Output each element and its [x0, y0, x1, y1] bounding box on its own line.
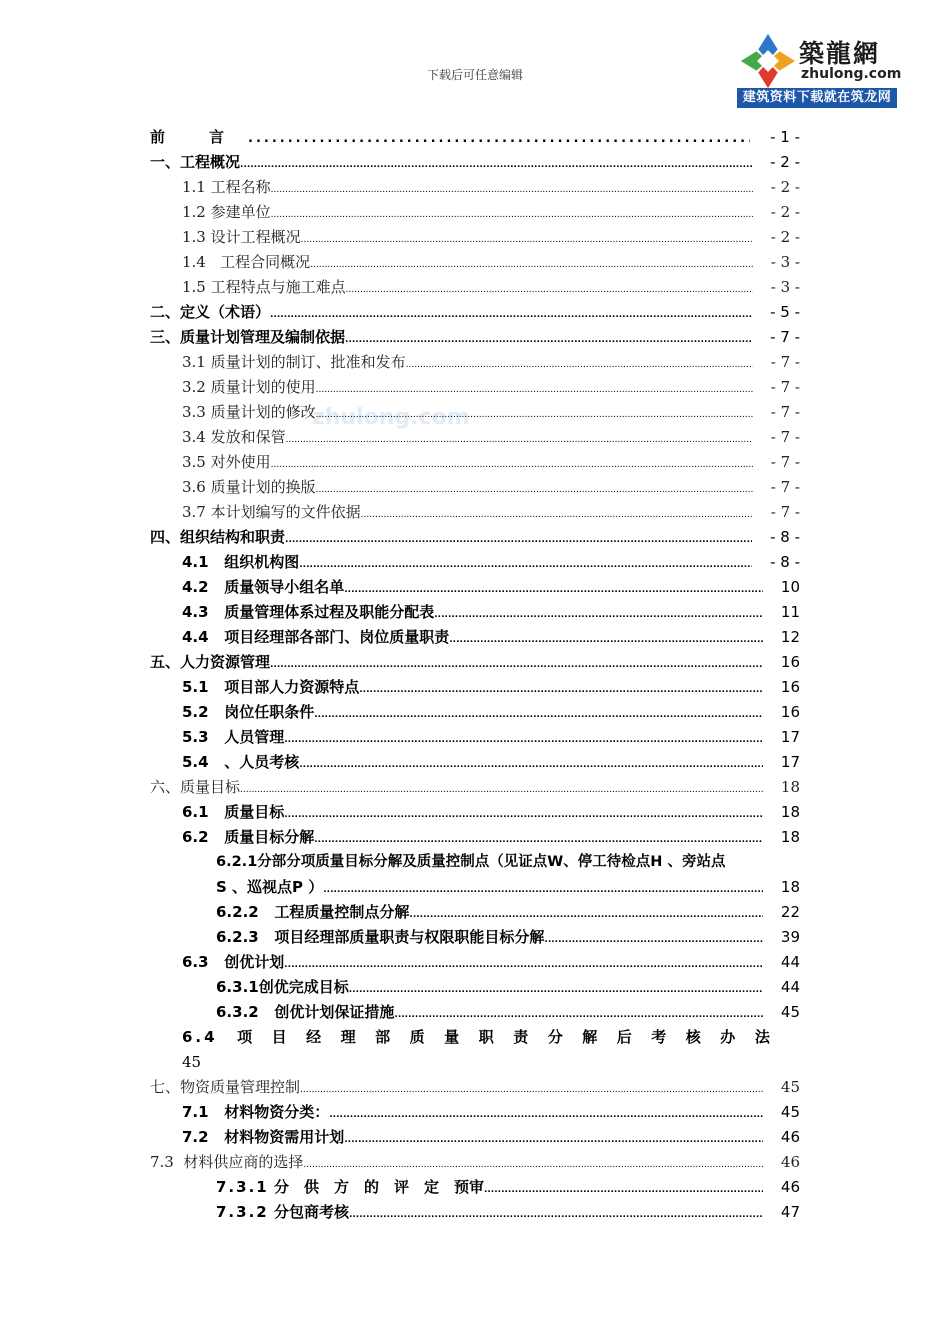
toc-entry[interactable] — [182, 475, 800, 499]
toc-title: 组织结构和职责 — [180, 528, 286, 546]
toc-title-char: 考 — [651, 1028, 667, 1046]
toc-page: 18 — [780, 803, 800, 821]
toc-num: 6.3 — [182, 953, 209, 971]
toc-page: - 3 - — [770, 278, 800, 296]
toc-title: 质量目标 — [180, 778, 241, 796]
toc-preface-a: 前 — [150, 128, 166, 146]
toc-preface-b: 言 — [209, 128, 225, 146]
toc-page: - 2 - — [770, 203, 800, 221]
toc-entry[interactable] — [182, 600, 800, 624]
toc-num: 1.5 — [182, 278, 206, 296]
toc-num: 6.3.2 — [216, 1003, 259, 1021]
toc-num: 6.2.2 — [216, 903, 259, 921]
toc-entry[interactable] — [216, 1200, 800, 1224]
toc-page: - 2 - — [770, 228, 800, 246]
toc-num: 3.4 — [182, 428, 206, 446]
toc-title: 、人员考核 — [224, 753, 300, 771]
toc-num: 3.1 — [182, 353, 206, 371]
toc-num: 4.2 — [182, 578, 209, 596]
logo-banner: 建筑资料下载就在筑龙网 — [737, 88, 897, 108]
toc-title-char: 责 — [513, 1028, 529, 1046]
toc-title: 质量目标分解 — [224, 828, 315, 846]
toc-title: 人力资源管理 — [180, 653, 271, 671]
toc-page: - 1 - — [770, 128, 800, 146]
toc-entry[interactable] — [182, 1125, 800, 1149]
toc-num: 5.4 — [182, 753, 209, 771]
toc-title: 对外使用 — [210, 453, 271, 471]
toc-entry[interactable] — [182, 500, 800, 524]
toc-page: - 8 - — [770, 553, 800, 571]
toc-title-char: 核 — [685, 1028, 701, 1046]
toc-entry[interactable] — [150, 650, 800, 674]
toc-page: 17 — [780, 753, 800, 771]
toc-num: 三、 — [150, 328, 181, 346]
toc-title: 质量领导小组名单 — [224, 578, 345, 596]
toc-num: 1.4 — [182, 253, 206, 271]
toc-num: 4.4 — [182, 628, 209, 646]
toc-title: 质量计划的使用 — [210, 378, 316, 396]
toc-num: 5.3 — [182, 728, 209, 746]
toc-title: 质量计划的修改 — [210, 403, 316, 421]
toc-num: 3.5 — [182, 453, 206, 471]
toc-page: 47 — [780, 1203, 800, 1221]
toc-entry[interactable] — [182, 250, 800, 274]
toc-entry[interactable] — [182, 825, 800, 849]
toc-num: 1.1 — [182, 178, 206, 196]
toc-page: 10 — [780, 578, 800, 596]
toc-page: 45 — [780, 1078, 800, 1096]
toc-title: 人员管理 — [224, 728, 285, 746]
toc-entry[interactable] — [182, 950, 800, 974]
toc-title: 组织机构图 — [224, 553, 300, 571]
toc-entry[interactable] — [150, 300, 800, 324]
toc-page: - 7 - — [770, 503, 800, 521]
toc-page: 16 — [780, 678, 800, 696]
toc-page: - 7 - — [770, 478, 800, 496]
toc-page: 46 — [780, 1178, 800, 1196]
toc-entry[interactable] — [182, 275, 800, 299]
toc-title: 定义（术语） — [180, 303, 271, 321]
toc-page: - 8 - — [770, 528, 800, 546]
toc-page: 45 — [780, 1103, 800, 1121]
toc-title-char: 分 — [547, 1028, 563, 1046]
toc-title-char: 质 — [409, 1028, 425, 1046]
toc-num: 七、 — [150, 1078, 181, 1096]
toc-title: 创优计划保证措施 — [274, 1003, 395, 1021]
toc-title: 工程合同概况 — [220, 253, 311, 271]
toc-num: 二、 — [150, 303, 181, 321]
toc-title: 分部分项质量目标分解及质量控制点（见证点W、停工待检点H 、旁站点 — [257, 854, 726, 870]
toc-entry[interactable] — [182, 400, 800, 424]
toc-entry[interactable] — [150, 150, 800, 174]
watermark: zhulong.com — [312, 405, 470, 430]
toc-num: 3.6 — [182, 478, 206, 496]
toc-num: 5.2 — [182, 703, 209, 721]
toc-num: 6.2 — [182, 828, 209, 846]
toc-page: 11 — [780, 603, 800, 621]
toc-title-char: 法 — [754, 1028, 770, 1046]
toc-entry[interactable] — [150, 325, 800, 349]
toc-page: - 7 - — [770, 403, 800, 421]
toc-page: 45 — [780, 1003, 800, 1021]
toc-page: 45 — [182, 1053, 202, 1071]
toc-num: 7.3.1 — [216, 1178, 269, 1196]
toc-num: 1.2 — [182, 203, 206, 221]
toc-num: 7.3.2 — [216, 1203, 269, 1221]
toc-page: - 2 - — [770, 178, 800, 196]
toc-title: 工程质量控制点分解 — [274, 903, 410, 921]
toc-title-char: 职 — [478, 1028, 494, 1046]
toc-num: 6.1 — [182, 803, 209, 821]
toc-page: 39 — [780, 928, 800, 946]
toc-title: 创优计划 — [224, 953, 285, 971]
toc-entry-6-4[interactable] — [182, 1025, 770, 1049]
toc-title: 设计工程概况 — [210, 228, 301, 246]
toc-entry-preface[interactable] — [150, 125, 800, 149]
toc-page: - 7 - — [770, 428, 800, 446]
toc-title: 分 供 方 的 评 定 预审 — [273, 1178, 484, 1196]
toc-num: 3.3 — [182, 403, 206, 421]
toc-num: 1.3 — [182, 228, 206, 246]
toc-entry[interactable] — [182, 225, 800, 249]
toc-entry[interactable] — [150, 525, 800, 549]
toc-num: 四、 — [150, 528, 181, 546]
toc-entry[interactable] — [216, 1175, 800, 1199]
toc-num: 6.2.1 — [216, 854, 258, 870]
logo-brand-cn: 築龍網 — [799, 39, 881, 68]
toc-page: - 3 - — [770, 253, 800, 271]
toc-num: 六、 — [150, 778, 181, 796]
toc-page: 12 — [780, 628, 800, 646]
toc-entry[interactable] — [182, 625, 800, 649]
toc-title: 项目经理部各部门、岗位质量职责 — [224, 628, 450, 646]
toc-num: 7.1 — [182, 1103, 209, 1121]
toc-entry-6-2-1-line1[interactable] — [216, 850, 806, 874]
toc-page: - 5 - — [770, 303, 800, 321]
toc-entry[interactable] — [216, 925, 800, 949]
toc-page: - 7 - — [770, 328, 800, 346]
toc-entry[interactable] — [150, 775, 800, 799]
toc-page: 16 — [780, 703, 800, 721]
toc-title: 质量管理体系过程及职能分配表 — [224, 603, 435, 621]
toc-entry[interactable] — [182, 725, 800, 749]
toc-title: 创优完成目标 — [258, 978, 349, 996]
toc-page: - 7 - — [770, 378, 800, 396]
toc-entry[interactable] — [182, 575, 800, 599]
toc-page: - 7 - — [770, 453, 800, 471]
toc-title: 材料物资需用计划 — [224, 1128, 345, 1146]
toc-entry[interactable] — [216, 975, 800, 999]
toc-num: 3.2 — [182, 378, 206, 396]
toc-num: 一、 — [150, 153, 181, 171]
toc-title-char: 经 — [306, 1028, 322, 1046]
toc-title-char: 理 — [340, 1028, 356, 1046]
toc-title-char: 部 — [375, 1028, 391, 1046]
toc-title: 工程概况 — [180, 153, 241, 171]
toc-entry-6-4-page — [182, 1050, 201, 1074]
toc-num: 5.1 — [182, 678, 209, 696]
toc-title-char: 项 — [237, 1028, 253, 1046]
toc-title: 分包商考核 — [273, 1203, 349, 1221]
toc-page: 22 — [780, 903, 800, 921]
toc-entry[interactable] — [182, 200, 800, 224]
toc-page: 18 — [780, 878, 800, 896]
toc-title-char: 解 — [582, 1028, 598, 1046]
toc-num: 五、 — [150, 653, 181, 671]
toc-entry[interactable] — [182, 700, 800, 724]
toc-entry[interactable] — [182, 1100, 800, 1124]
toc-title: 工程特点与施工难点 — [210, 278, 346, 296]
toc-entry[interactable] — [182, 450, 800, 474]
toc-num: 6.2.3 — [216, 928, 259, 946]
toc-entry[interactable] — [182, 350, 800, 374]
toc-title-char: 后 — [616, 1028, 632, 1046]
toc-entry[interactable] — [216, 900, 800, 924]
toc-page: 18 — [780, 828, 800, 846]
toc-title: 发放和保管 — [210, 428, 286, 446]
toc-entry[interactable] — [182, 550, 800, 574]
toc-num: 6.4 — [182, 1028, 218, 1046]
toc-page: - 2 - — [770, 153, 800, 171]
toc-title: 本计划编写的文件依据 — [210, 503, 361, 521]
toc-title-char: 办 — [720, 1028, 736, 1046]
toc-title-char: 目 — [271, 1028, 287, 1046]
toc-title: 项目经理部质量职责与权限职能目标分解 — [274, 928, 545, 946]
toc-title: 项目部人力资源特点 — [224, 678, 360, 696]
toc-num: 7.3 — [150, 1153, 174, 1171]
toc-title: 工程名称 — [210, 178, 271, 196]
toc-page: 44 — [780, 978, 800, 996]
toc-entry[interactable] — [182, 800, 800, 824]
toc-title: 岗位任职条件 — [224, 703, 315, 721]
toc-page: 46 — [780, 1153, 800, 1171]
logo-brand-en: zhulong.com — [801, 66, 902, 82]
toc-title: 材料供应商的选择 — [183, 1153, 304, 1171]
toc-title-char: 量 — [444, 1028, 460, 1046]
toc-entry[interactable] — [216, 1000, 800, 1024]
toc-title: 质量目标 — [224, 803, 285, 821]
toc-title: 质量计划管理及编制依据 — [180, 328, 346, 346]
toc-entry[interactable] — [182, 375, 800, 399]
toc-num: 6.3.1 — [216, 978, 259, 996]
toc-title: 参建单位 — [210, 203, 271, 221]
toc-title: 材料物资分类： — [224, 1103, 330, 1121]
header-note: 下载后可任意编辑 — [426, 68, 523, 82]
toc-entry[interactable] — [182, 175, 800, 199]
toc-entry[interactable] — [150, 1075, 800, 1099]
toc-entry[interactable] — [150, 1150, 800, 1174]
toc-title: 物资质量管理控制 — [180, 1078, 301, 1096]
toc-page: 18 — [780, 778, 800, 796]
toc-entry-6-2-1-line2[interactable] — [216, 875, 800, 899]
toc-entry[interactable] — [182, 425, 800, 449]
toc-title-cont: S 、巡视点P ） — [216, 878, 324, 896]
toc-title: 质量计划的制订、批准和发布 — [210, 353, 406, 371]
toc-page: 46 — [780, 1128, 800, 1146]
toc-page: 17 — [780, 728, 800, 746]
toc-num: 7.2 — [182, 1128, 209, 1146]
toc-num: 3.7 — [182, 503, 206, 521]
toc-entry[interactable] — [182, 750, 800, 774]
toc-page: 16 — [780, 653, 800, 671]
toc-page: - 7 - — [770, 353, 800, 371]
toc-num: 4.3 — [182, 603, 209, 621]
toc-entry[interactable] — [182, 675, 800, 699]
toc-page: 44 — [780, 953, 800, 971]
toc-num: 4.1 — [182, 553, 209, 571]
toc-title: 质量计划的换版 — [210, 478, 316, 496]
